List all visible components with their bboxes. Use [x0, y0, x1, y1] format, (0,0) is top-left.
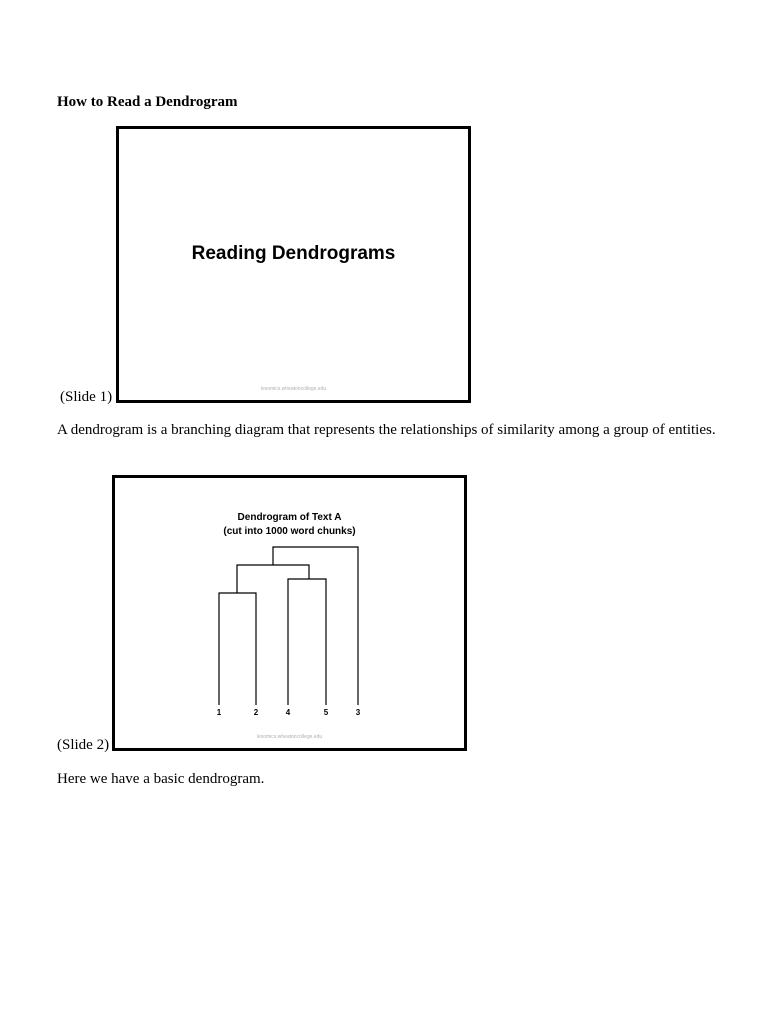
- leaf-label-5: 5: [323, 708, 329, 717]
- slide-2-caption: (Slide 2): [57, 737, 110, 753]
- leaf-label-1: 1: [216, 708, 222, 717]
- leaf-label-4: 4: [285, 708, 291, 717]
- paragraph-definition: A dendrogram is a branching diagram that represents the relationships of similarity among a group of entities.: [57, 422, 716, 438]
- document-heading: How to Read a Dendrogram: [57, 94, 238, 110]
- slide-1-image: [116, 126, 471, 403]
- leaf-label-3: 3: [355, 708, 361, 717]
- branch-4-5: [288, 579, 326, 705]
- branch-root: [273, 547, 358, 705]
- slide-1-footer: lexomics.wheatoncollege.edu: [260, 386, 327, 392]
- dendrogram-title-line-1: Dendrogram of Text A: [237, 512, 342, 523]
- branch-1-2: [219, 593, 256, 705]
- slide-1-title: Reading Dendrograms: [191, 243, 396, 264]
- dendrogram-diagram: [115, 478, 464, 748]
- dendrogram-title-line-2: (cut into 1000 word chunks): [223, 526, 356, 537]
- slide-2-footer: lexomics.wheatoncollege.edu: [256, 734, 323, 740]
- slide-1-caption: (Slide 1): [60, 389, 113, 405]
- slide-2-image: [112, 475, 467, 751]
- leaf-label-2: 2: [253, 708, 259, 717]
- paragraph-basic-dendrogram: Here we have a basic dendrogram.: [57, 771, 265, 787]
